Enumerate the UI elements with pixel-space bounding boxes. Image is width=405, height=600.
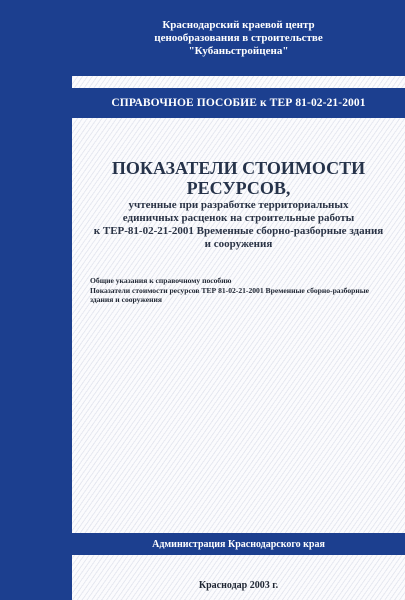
main-title-heading: ПОКАЗАТЕЛИ СТОИМОСТИ РЕСУРСОВ, (111, 158, 366, 198)
contents-list (90, 276, 390, 305)
contents-line-3: здания и сооружения (90, 295, 163, 304)
main-title-line-4: и сооружения (204, 238, 273, 250)
reference-guide-title: СПРАВОЧНОЕ ПОСОБИЕ к ТЕР 81-02-21-2001 (111, 97, 366, 109)
administration-label: Администрация Краснодарского края (152, 538, 325, 550)
main-title-line-3: к ТЕР-81-02-21-2001 Временные сборно-разборные здания (93, 225, 384, 237)
publisher-line-2: ценообразования в строительстве (154, 31, 323, 44)
contents-line-2: Показатели стоимости ресурсов ТЕР 81-02-21-2001 Временные сборно-разборные (90, 285, 370, 295)
left-blue-band (0, 0, 72, 600)
publisher-line-1: Краснодарский краевой центр (162, 18, 315, 31)
main-title-block (72, 158, 405, 250)
publisher-header (72, 0, 405, 76)
contents-line-1: Общие указания к справочному пособию (90, 276, 232, 285)
publisher-line-3: "Кубаньстройцена" (188, 44, 289, 57)
reference-guide-band (72, 88, 405, 118)
main-title-line-2: единичных расценок на строительные работы (122, 212, 355, 224)
main-title-line-1: учтенные при разработке территориальных (128, 199, 349, 211)
administration-band (72, 533, 405, 555)
city-year: Краснодар 2003 г. (198, 580, 279, 591)
